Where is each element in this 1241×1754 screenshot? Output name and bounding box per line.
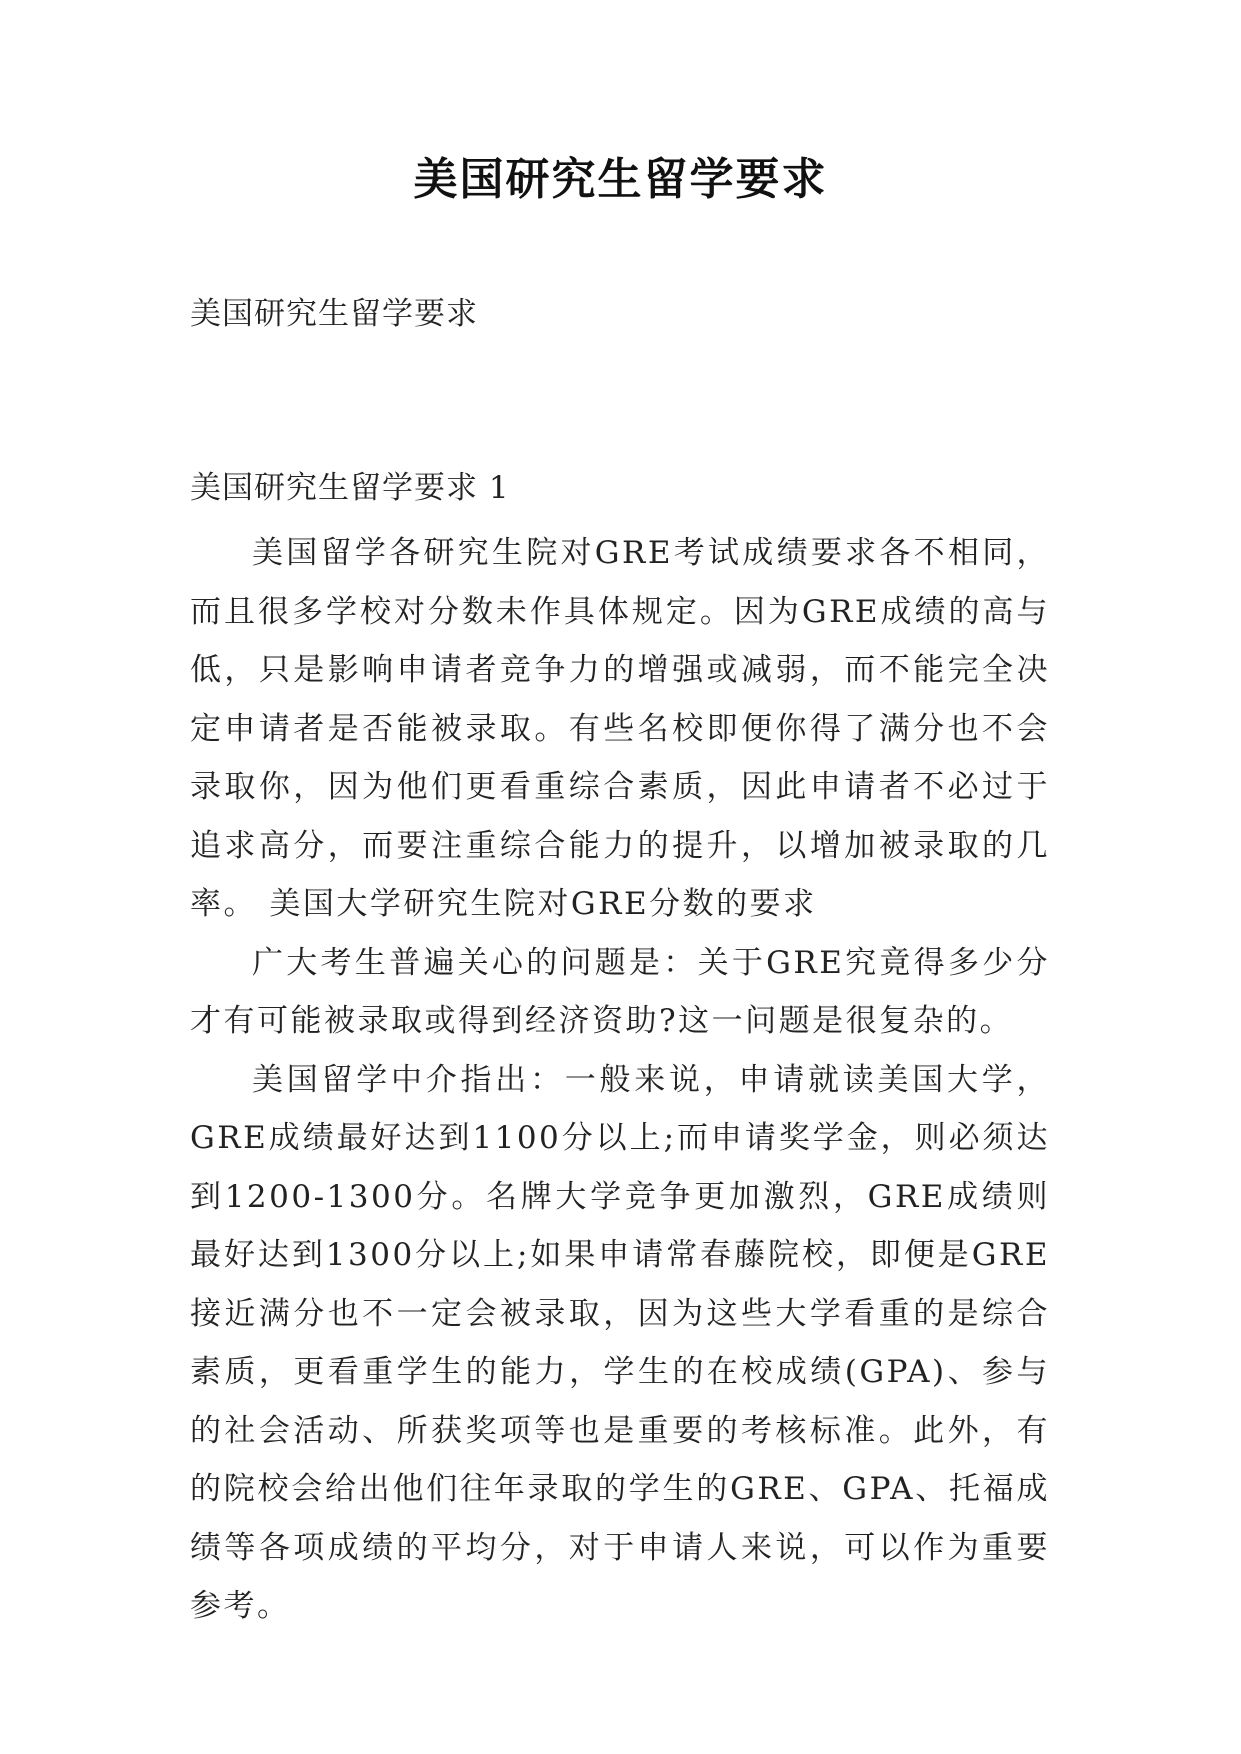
body-paragraph: 广大考生普遍关心的问题是：关于GRE究竟得多少分才有可能被录取或得到经济资助?这一问题是很复杂的。 (190, 944, 1050, 1039)
document-subtitle: 美国研究生留学要求 (190, 296, 478, 332)
document-title: 美国研究生留学要求 (413, 154, 828, 205)
section-heading: 美国研究生留学要求 1 (190, 470, 510, 506)
body-paragraph: 美国留学中介指出：一般来说，申请就读美国大学，GRE成绩最好达到1100分以上;而申请奖学金，则必须达到1200-1300分。名牌大学竞争更加激烈，GRE成绩则最好达到1300分以上;如果申请常春藤院校，即便是GRE接近满分也不一定会被录取，因为这些大学看重的是综合素质，更看重学生的能力，学生的在校成绩(GPA)、参与的社会活动、所获奖项等也是重要的考核标准。此外，有的院校会给出他们往年录取的学生的GRE、GPA、托福成绩等各项成绩的平均分，对于申请人来说，可以作为重要参考。 (190, 1061, 1050, 1624)
body-paragraph: 美国留学各研究生院对GRE考试成绩要求各不相同，而且很多学校对分数未作具体规定。因为GRE成绩的高与低，只是影响申请者竞争力的增强或减弱，而不能完全决定申请者是否能被录取。有些名校即便你得了满分也不会录取你，因为他们更看重综合素质，因此申请者不必过于追求高分，而要注重综合能力的提升，以增加被录取的几率。 美国大学研究生院对GRE分数的要求 (190, 535, 1050, 922)
document-body (190, 524, 1050, 1636)
